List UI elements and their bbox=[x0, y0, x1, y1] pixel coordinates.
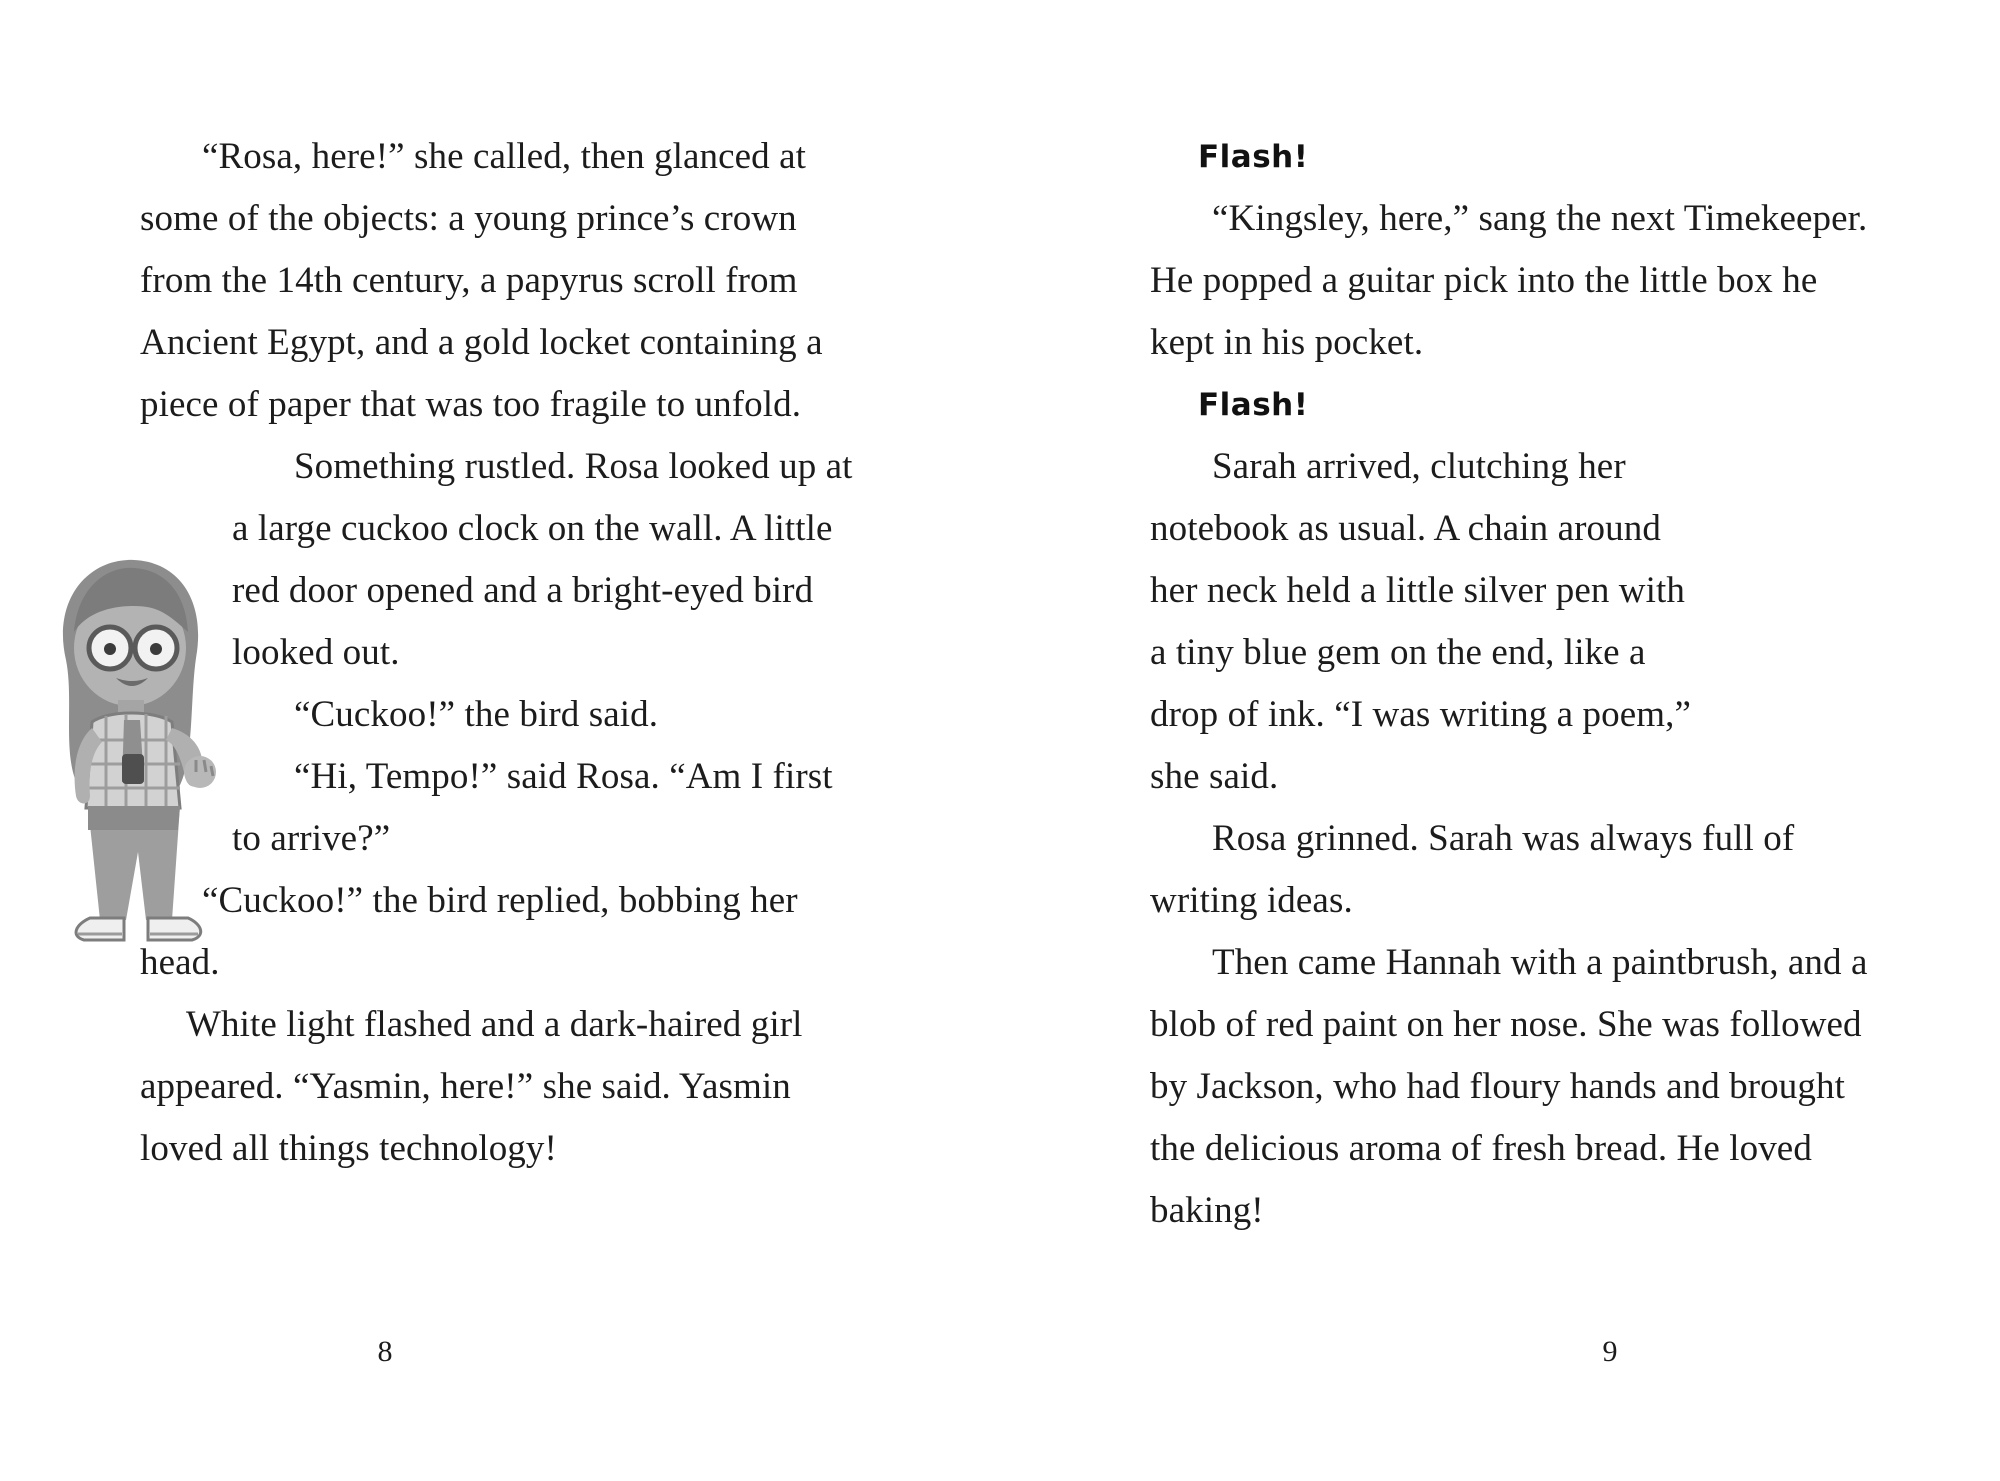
paragraph: “Hi, Tempo!” said Rosa. “Am I first to arrive?” bbox=[232, 756, 833, 859]
paragraph: Something rustled. Rosa looked up at a large cuckoo clock on the wall. A little red door opened and a bright-eyed bird looked out. bbox=[232, 446, 853, 673]
paragraph: White light flashed and a dark-haired girl appeared. “Yasmin, here!” she said. Yasmin loved all things technology! bbox=[140, 1004, 803, 1169]
paragraph: “Kingsley, here,” sang the next Timekeeper. He popped a guitar pick into the little box he kept in his pocket. bbox=[1150, 198, 1868, 363]
paragraph: Rosa grinned. Sarah was always full of writing ideas. bbox=[1150, 818, 1795, 921]
left-page-text-column bbox=[140, 126, 870, 1180]
page-number: 9 bbox=[1602, 1335, 1618, 1368]
paragraph: “Rosa, here!” she called, then glanced at some of the objects: a young prince’s crown from the 14th century, a papyrus scroll from Ancient Egypt, and a gold locket containing a piece of paper that was too fragile to unfold. bbox=[140, 136, 823, 425]
paragraph: Sarah arrived, clutching her notebook as usual. A chain around her neck held a little silver pen with a tiny blue gem on the end, like a drop of ink. “I was writing a poem,” she said. bbox=[1150, 446, 1691, 797]
text-wrap-spacer bbox=[140, 436, 232, 866]
right-page bbox=[1000, 0, 2000, 1481]
paragraph: “Cuckoo!” the bird said. bbox=[294, 694, 659, 735]
right-page-text-column bbox=[1150, 126, 1870, 1242]
paragraph: Then came Hannah with a paintbrush, and a blob of red paint on her nose. She was followed by Jackson, who had floury hands and brought the delicious aroma of fresh bread. He loved baking! bbox=[1150, 942, 1868, 1231]
paragraph: “Cuckoo!” the bird replied, bobbing her head. bbox=[140, 880, 798, 983]
sound-effect: Flash! bbox=[1198, 139, 1309, 175]
text-wrap-spacer bbox=[1710, 436, 1870, 766]
page-number: 8 bbox=[377, 1335, 393, 1368]
sound-effect: Flash! bbox=[1198, 387, 1309, 423]
